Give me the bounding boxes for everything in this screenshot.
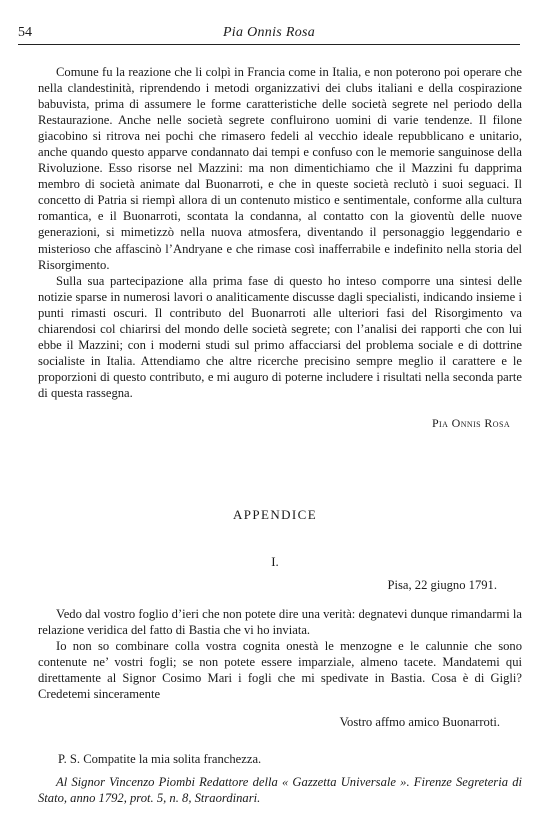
running-title: Pia Onnis Rosa [222,25,316,40]
appendix-section-number: I. [271,554,279,569]
author-signature: Pia Onnis Rosa [431,416,510,430]
body-paragraph: Comune fu la reazione che li colpì in Francia come in Italia, e non poterono poi operare che nella clandestinità, riprendendo i metodi organizzativi dei clubs italiani e della cospirazione babuvista, prima di assumere le forme caratteristiche delle società segrete nel periodo della Restaurazione. Anche nelle società segrete confluirono uomini di varie tendenze. Il filone giacobino si ritrova nei pochi che rimasero fedeli al vecchio ideale repubblicano e unitario, anche quando questo apparve condannato dai tempi e confuso con le memorie sanguinose della Rivoluzione. Esso risorse nel Mazzini: ma non dimentichiamo che il Mazzini fu dapprima membro di società animate dal Buonarroti, e che in queste società reclutò i suoi seguaci. Il concetto di Patria si riempì allora di un contenuto mistico e sentimentale, conforme alla cultura romantica, e il Buonarroti, scontata la condanna, al contatto con la gioventù delle nuove generazioni, si mimetizzò nella nuova atmosfera, diventando il personaggio leggendario e misterioso che affascinò l’Andryane e che rimase così inafferrabile e indefinito nella storia del Risorgimento. [38,65,522,272]
letter-closing: Vostro affmo amico Buonarroti. [339,715,500,729]
letter-dateline: Pisa, 22 giugno 1791. [387,578,497,592]
body-text [38,64,522,401]
body-paragraph: Sulla sua partecipazione alla prima fase di questo ho inteso comporre una sintesi delle notizie sparse in numerosi lavori o analiticamente discusse dagli specialisti, indicando insieme i punti rimasti oscuri. Il contributo del Buonarroti alle ulteriori fasi del Risorgimento va chiarendosi col chiarirsi del mondo delle società segrete; con l’analisi dei rapporti che con lui ebbe il Mazzini; con i moderni studi sul primo affacciarsi del problema sociale e di dottrine socialiste in Italia. Attendiamo che altre ricerche precisino sempre meglio il carattere e le proporzioni di questo contributo, e mi auguro di poterne includere i risultati nella seconda parte di questa rassegna. [38,273,522,400]
letter-paragraph: Io non so combinare colla vostra cognita onestà le menzogne e le calunnie che sono contenute ne’ vostri fogli; se non potete essere imparziale, almeno tacete. Mandatemi qui direttamente al Signor Cosimo Mari i fogli che mi spedivate in Bastia. Cosa è di Gigli? Credetemi sinceramente [38,639,522,702]
postscript: P. S. Compatite la mia solita franchezza. [58,752,262,766]
letter-body [38,606,522,702]
header-rule [18,44,520,45]
letter-paragraph: Vedo dal vostro foglio d’ieri che non potete dire una verità: degnatevi dunque rimandarmi la relazione veridica del fatto di Bastia che vi ho inviata. [38,607,522,638]
letter-address: Al Signor Vincenzo Piombi Redattore della « Gazzetta Universale ». Firenze Segreteria di Stato, anno 1792, prot. 5, n. 8, Straordinari. [38,775,522,805]
page-header [18,24,520,42]
appendix-heading: APPENDICE [232,507,318,522]
page-number: 54 [18,25,32,40]
